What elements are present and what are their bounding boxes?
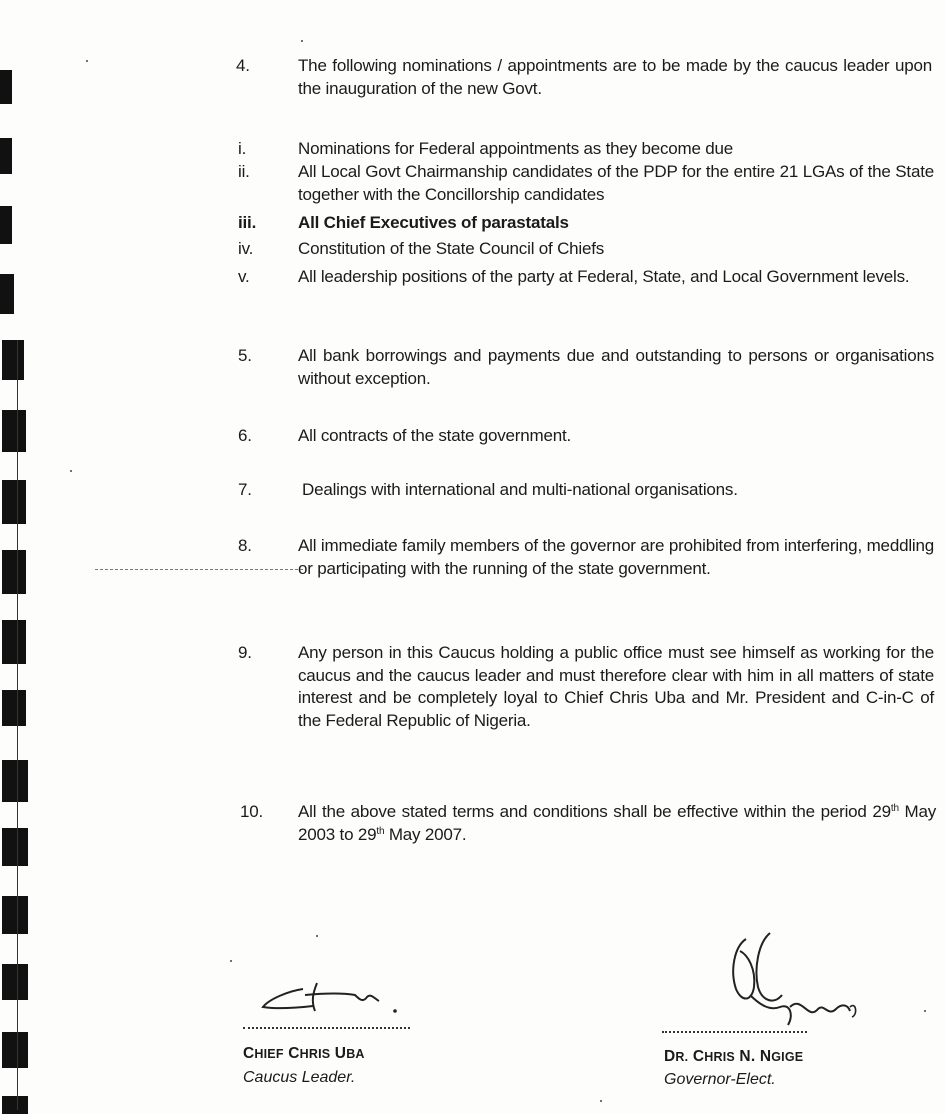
clause-number: 8.: [238, 536, 252, 555]
clause-text: All bank borrowings and payments due and outstanding to persons or organisations without exception.: [298, 346, 934, 388]
signature-line: [243, 1027, 410, 1029]
clause-number: iii.: [238, 213, 257, 232]
clause-text: The following nominations / appointments are to be made by the caucus leader upon the inauguration of the new Govt.: [298, 56, 932, 98]
signature-chris-uba: [255, 975, 405, 1025]
clause-text: All Local Govt Chairmanship candidates of the PDP for the entire 21 LGAs of the State together with the Concillorship candidates: [298, 162, 934, 204]
clause-text: All the above stated terms and conditions shall be effective within the period 29th May 2003 to 29th May 2007.: [298, 802, 937, 844]
clause-text: All leadership positions of the party at Federal, State, and Local Government levels.: [298, 267, 910, 286]
clause-text: Any person in this Caucus holding a public office must see himself as working for the caucus and the caucus leader and must therefore clear with him in all matters of state interest and be completely loyal to Chief Chris Uba and Mr. President and C-in-C of the Federal Republic of Nigeria.: [298, 643, 934, 730]
clause-number: 5.: [238, 346, 252, 365]
strike-through-rule: [95, 569, 303, 570]
clause-text: Dealings with international and multi-national organisations.: [302, 480, 738, 499]
signatory-role: Governor-Elect.: [664, 1071, 776, 1088]
clause-text: All contracts of the state government.: [298, 426, 572, 445]
clause-text: Nominations for Federal appointments as they become due: [298, 139, 734, 158]
clause-number: 9.: [238, 643, 252, 662]
clause-number: i.: [238, 139, 247, 158]
clause-text: All immediate family members of the governor are prohibited from interfering, meddling or participating with the running of the state government.: [298, 536, 934, 578]
clause-number: 4.: [236, 56, 250, 75]
signature-chris-ngige: [690, 925, 860, 1035]
signature-line: [662, 1031, 807, 1033]
signatory-role: Caucus Leader.: [243, 1069, 356, 1086]
clause-number: 6.: [238, 426, 252, 445]
clause-number: v.: [238, 267, 250, 286]
clause-number: ii.: [238, 162, 250, 181]
signatory-name: DR. CHRIS N. NGIGE: [664, 1048, 804, 1065]
clause-number: iv.: [238, 239, 254, 258]
signatory-name: CHIEF CHRIS UBA: [243, 1045, 365, 1062]
clause-number: 7.: [238, 480, 252, 499]
clause-text: All Chief Executives of parastatals: [298, 213, 569, 232]
clause-text: Constitution of the State Council of Chiefs: [298, 239, 605, 258]
clause-number: 10.: [240, 802, 264, 821]
